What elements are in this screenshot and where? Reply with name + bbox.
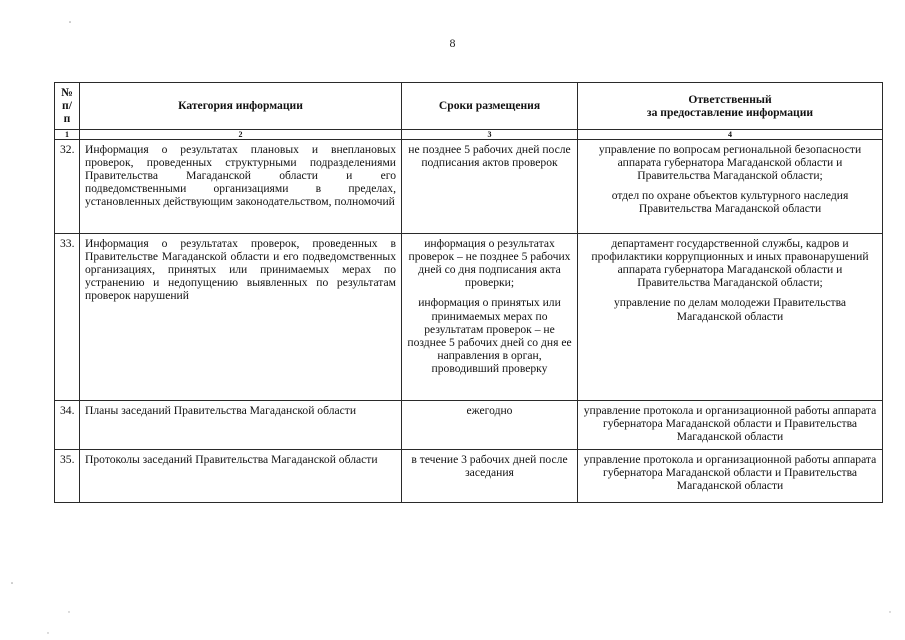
page-number: 8 <box>449 36 456 50</box>
header-responsible <box>578 83 883 130</box>
responsible-text: управление по вопросам региональной безопасности аппарата губернатора Магаданской области и Правительства Магаданской области; <box>598 142 862 183</box>
deadline-text: ежегодно <box>466 403 513 417</box>
responsible-text: управление протокола и организационной работы аппарата губернатора Магаданской области и Правительства Магаданской области <box>583 452 877 493</box>
table-row <box>55 449 883 502</box>
deadline-text: не позднее 5 рабочих дней после подписания актов проверок <box>408 142 571 169</box>
row-category: Информация о результатах плановых и внеплановых проверок, проведенных структурными подразделениями Правительства Магаданской области и его подведомственными организациями в пределах, установленных действующим законодательством, полномочий <box>80 139 402 233</box>
row-category: Информация о результатах проверок, проведенных в Правительстве Магаданской области и его подведомственных организациях, принятых или принимаемых мерах по устранению и недопущению выявленных по результатам проверок нарушений <box>80 233 402 400</box>
deadline-text: в течение 3 рабочих дней после заседания <box>411 452 568 479</box>
table-header-row <box>55 83 883 130</box>
scan-speck <box>889 611 890 612</box>
header-responsible-text: Ответственный за предоставление информации <box>646 92 814 119</box>
information-table <box>54 82 883 503</box>
row-deadline <box>402 139 578 233</box>
responsible-text: управление по делам молодежи Правительства Магаданской области <box>613 296 847 323</box>
row-number: 35. <box>55 449 80 502</box>
deadline-text: информация о принятых или принимаемых мерах по результатам проверок – не позднее 5 рабочих дней со дня ее направления в орган, проводивший проверку <box>407 296 572 376</box>
scan-speck <box>69 21 71 23</box>
table-row <box>55 139 883 233</box>
row-category: Протоколы заседаний Правительства Магаданской области <box>80 449 402 502</box>
row-deadline <box>402 233 578 400</box>
column-number-4: 4 <box>578 129 883 139</box>
table-row <box>55 400 883 449</box>
row-responsible <box>578 139 883 233</box>
responsible-text: департамент государственной службы, кадров и профилактики коррупционных и иных правонарушений аппарата губернатора Магаданской области и Правительства Магаданской области; <box>591 236 869 290</box>
header-category <box>80 83 402 130</box>
deadline-text: информация о результатах проверок – не позднее 5 рабочих дней со дня подписания акта проверки; <box>408 236 571 290</box>
row-deadline <box>402 449 578 502</box>
column-number-3: 3 <box>402 129 578 139</box>
row-number: 32. <box>55 139 80 233</box>
row-number: 33. <box>55 233 80 400</box>
header-category-text: Категория информации <box>178 99 303 113</box>
header-number-text: № п/п <box>61 86 73 126</box>
row-responsible <box>578 449 883 502</box>
header-number <box>55 83 80 130</box>
table-row <box>55 233 883 400</box>
scan-speck <box>47 632 48 633</box>
row-deadline <box>402 400 578 449</box>
header-deadline <box>402 83 578 130</box>
responsible-text: управление протокола и организационной работы аппарата губернатора Магаданской области и Правительства Магаданской области <box>583 403 877 444</box>
row-category: Планы заседаний Правительства Магаданской области <box>80 400 402 449</box>
column-number-1: 1 <box>55 129 80 139</box>
responsible-text: отдел по охране объектов культурного наследия Правительства Магаданской области <box>611 189 849 216</box>
row-number: 34. <box>55 400 80 449</box>
column-number-2: 2 <box>80 129 402 139</box>
column-number-row <box>55 129 883 139</box>
header-deadline-text: Сроки размещения <box>438 99 541 113</box>
row-responsible <box>578 233 883 400</box>
scan-speck <box>11 582 13 584</box>
scan-speck <box>68 611 69 612</box>
row-responsible <box>578 400 883 449</box>
